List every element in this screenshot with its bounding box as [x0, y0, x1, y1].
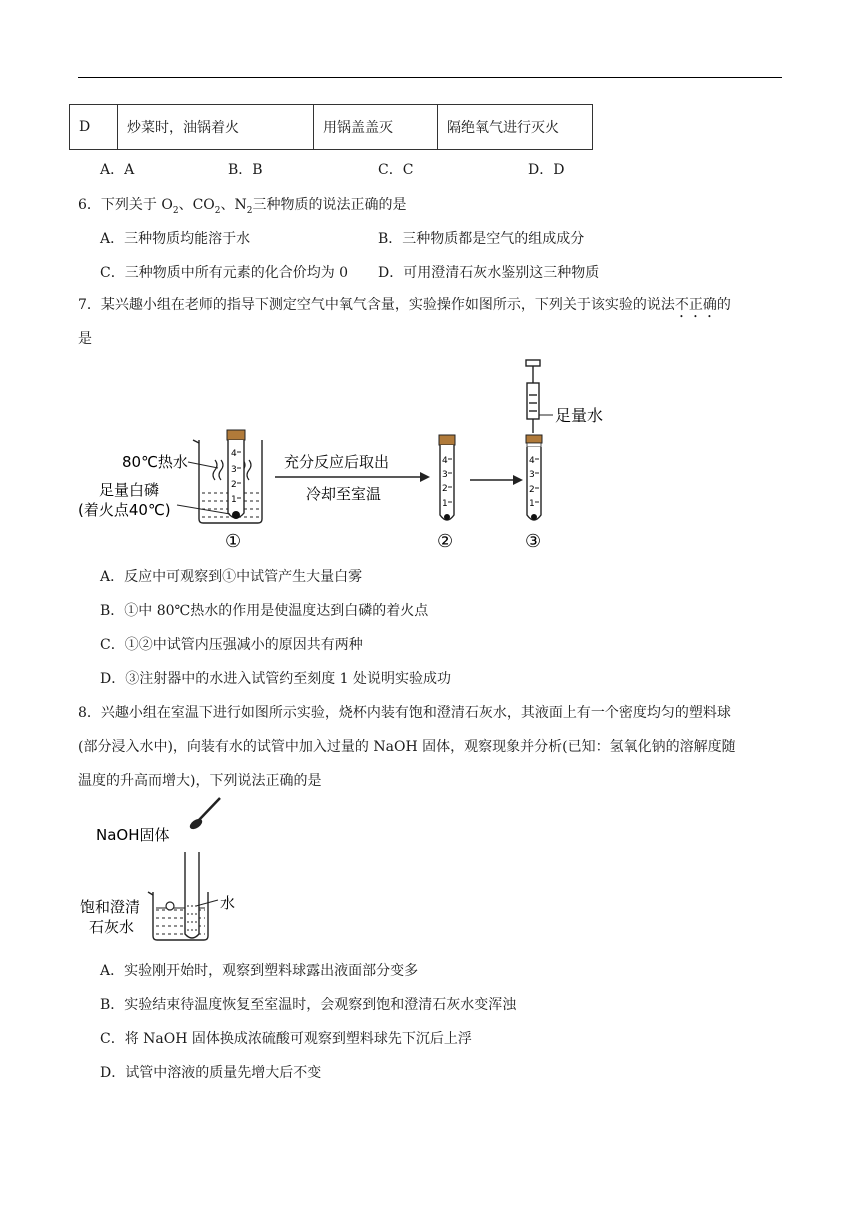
scale-1: 1: [231, 495, 237, 505]
scale-2: 2: [442, 484, 448, 494]
q8-option-b: B．实验结束待温度恢复至室温时，会观察到饱和澄清石灰水变浑浊: [100, 997, 517, 1013]
q8-option-a: A．实验刚开始时，观察到塑料球露出液面部分变多: [100, 963, 419, 979]
q6-stem-text: 、N: [220, 197, 247, 213]
header-rule: [78, 77, 782, 78]
q7-stem-line2: 是: [78, 331, 92, 347]
q7-stem-line1: [78, 294, 731, 321]
label-water-syringe: 足量水: [555, 406, 604, 425]
test-tube-naoh: [185, 852, 199, 938]
scale-4: 4: [231, 449, 237, 459]
plastic-ball: [166, 902, 174, 910]
q8-stem-line3: 温度的升高而增大)，下列说法正确的是: [78, 773, 322, 789]
scale-1: 1: [442, 499, 448, 509]
spoon-icon: [188, 798, 220, 831]
label-water: 水: [220, 894, 236, 912]
scale-4: 4: [442, 456, 448, 466]
q7-stem-text: 7．某兴趣小组在老师的指导下测定空气中氧气含量，实验操作如图所示，下列关于该实验的说法: [78, 297, 675, 313]
q7-stem-text: 的: [716, 297, 731, 313]
label-2: ②: [437, 531, 454, 552]
answer-table: [69, 104, 593, 150]
q6-stem-text: 6．下列关于 O: [78, 197, 173, 213]
arrow-text-2: 冷却至室温: [306, 485, 382, 503]
test-tube-2: [439, 435, 455, 520]
subscript: 2: [246, 205, 253, 216]
q7-option-a: A．反应中可观察到①中试管产生大量白雾: [100, 569, 363, 585]
label-naoh: NaOH固体: [96, 826, 170, 844]
label-3: ③: [525, 531, 542, 552]
q7-figure: [75, 355, 635, 555]
label-hot-water: 80℃热水: [122, 453, 188, 471]
test-tube-3: [526, 435, 542, 520]
label-limewater-2: 石灰水: [89, 918, 135, 936]
table-cell: D: [70, 105, 118, 150]
q6-stem-text: 三种物质的说法正确的是: [252, 197, 407, 213]
q8-stem-line1: 8．兴趣小组在室温下进行如图所示实验，烧杯内装有饱和澄清石灰水，其液面上有一个密度均匀的塑料球: [78, 705, 731, 721]
scale-2: 2: [231, 480, 237, 490]
scale-3: 3: [529, 470, 535, 480]
option-b: B．B: [228, 162, 263, 178]
label-phosphorus: 足量白磷: [99, 481, 160, 499]
label-1: ①: [225, 531, 242, 552]
q8-figure: [78, 796, 258, 946]
table-cell: 隔绝氧气进行灭火: [438, 105, 593, 150]
q6-option-b: B．三种物质都是空气的组成成分: [378, 231, 585, 247]
q8-stem-line2: (部分浸入水中)，向装有水的试管中加入过量的 NaOH 固体，观察现象并分析(已知：氢氧化钠的溶解度随: [78, 739, 736, 755]
q7-option-c: C．①②中试管内压强减小的原因共有两种: [100, 637, 363, 653]
q6-stem-text: 、CO: [178, 197, 215, 213]
scale-3: 3: [231, 465, 237, 475]
table-cell: 用锅盖盖灭: [314, 105, 438, 150]
option-c: C．C: [378, 162, 414, 178]
q6-stem: [78, 194, 407, 216]
q7-option-d: D．③注射器中的水进入试管约至刻度 1 处说明实验成功: [100, 671, 452, 687]
subscript: 2: [214, 205, 221, 216]
table-cell: 炒菜时，油锅着火: [118, 105, 314, 150]
table-row: [70, 105, 593, 150]
q7-emphasis: 不正确: [674, 297, 717, 313]
scale-2: 2: [529, 485, 535, 495]
q6-option-a: A．三种物质均能溶于水: [100, 231, 251, 247]
label-limewater-1: 饱和澄清: [80, 898, 141, 916]
option-d: D．D: [528, 162, 565, 178]
label-ignition: (着火点40℃): [78, 501, 171, 519]
arrow-text-1: 充分反应后取出: [284, 453, 390, 471]
q6-option-d: D．可用澄清石灰水鉴别这三种物质: [378, 265, 600, 281]
scale-3: 3: [442, 470, 448, 480]
option-a: A．A: [100, 162, 135, 178]
q8-option-c: C．将 NaOH 固体换成浓硫酸可观察到塑料球先下沉后上浮: [100, 1031, 472, 1047]
scale-4: 4: [529, 456, 535, 466]
q8-option-d: D．试管中溶液的质量先增大后不变: [100, 1065, 322, 1081]
syringe: [526, 360, 540, 433]
scale-1: 1: [529, 499, 535, 509]
subscript: 2: [172, 205, 179, 216]
test-tube-1: [227, 430, 245, 519]
q7-option-b: B．①中 80℃热水的作用是使温度达到白磷的着火点: [100, 603, 429, 619]
q6-option-c: C．三种物质中所有元素的化合价均为 0: [100, 265, 349, 281]
